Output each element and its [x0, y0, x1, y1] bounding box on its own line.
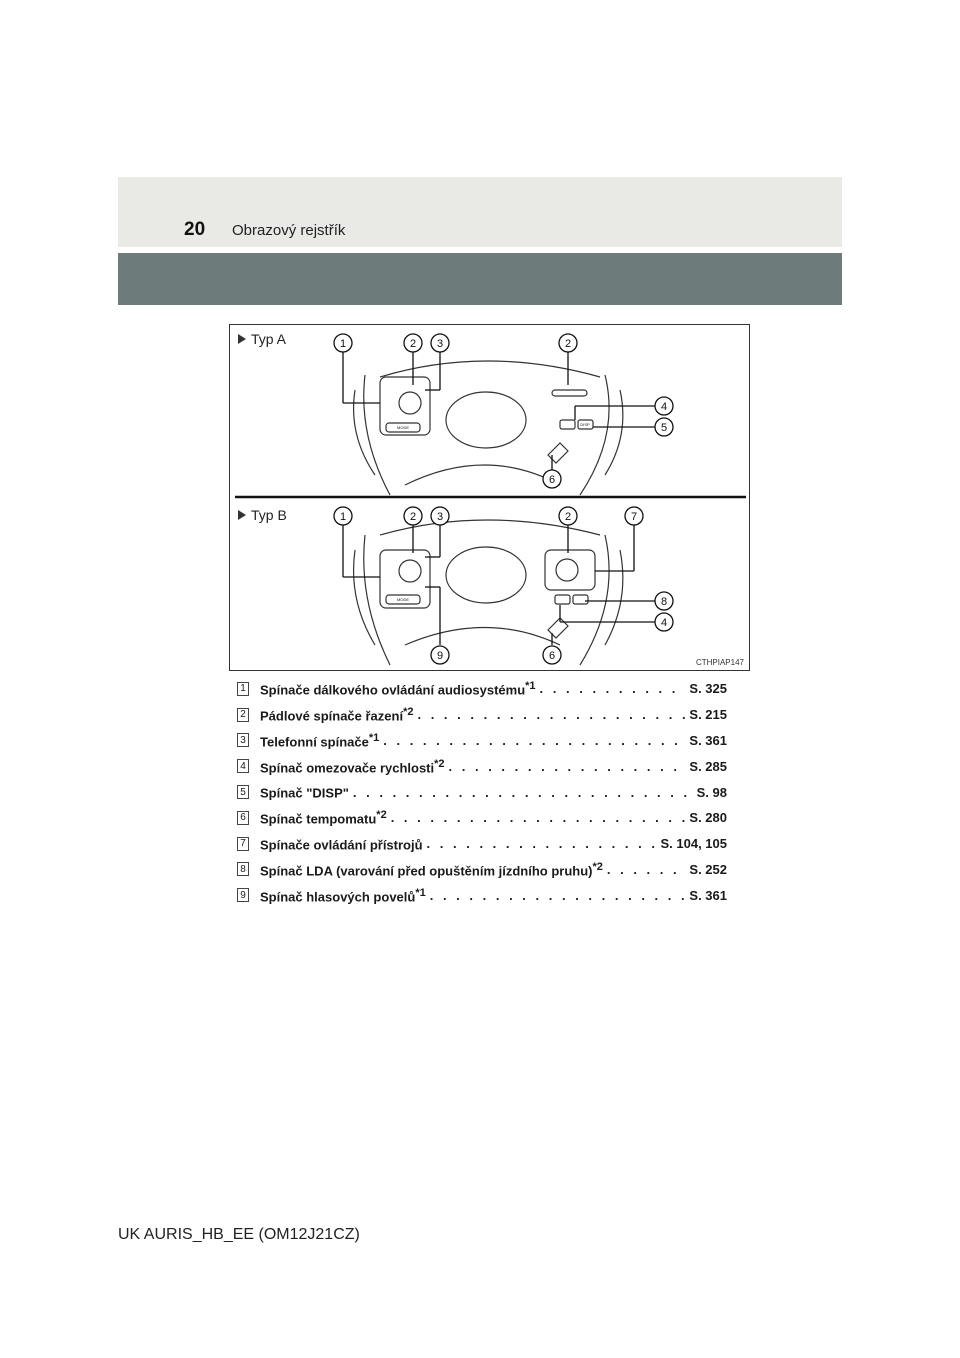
callout-b-4: 4 — [660, 617, 668, 629]
steering-wheel-illustration — [230, 325, 751, 672]
item-number: 5 — [237, 785, 249, 799]
callout-b-6: 6 — [548, 650, 556, 662]
footnote-mark: *1 — [525, 680, 536, 693]
page-number: 20 — [184, 219, 206, 240]
list-item — [237, 728, 727, 754]
callout-b-8: 8 — [660, 596, 668, 608]
footnote-mark: *1 — [415, 886, 426, 899]
item-page-ref[interactable]: S. 280 — [689, 810, 727, 826]
item-label: Telefonní spínače$^{*1}$ — [260, 731, 380, 750]
mode-button-label-b: MODE — [397, 597, 409, 602]
item-number: 7 — [237, 837, 249, 851]
callout-a-3: 3 — [436, 338, 444, 350]
dot-leader — [449, 759, 686, 774]
item-label: Spínač LDA (varování před opuštěním jízdního pruhu)$^{*2}$ — [260, 860, 603, 879]
footnote-mark: *2 — [403, 706, 414, 719]
dot-leader — [427, 836, 657, 851]
item-number: 6 — [237, 811, 249, 825]
callout-b-7: 7 — [630, 511, 638, 523]
callout-a-1: 1 — [339, 338, 347, 350]
item-number: 4 — [237, 759, 249, 773]
triangle-marker-icon — [238, 334, 246, 344]
figure-code: CTHPIAP147 — [695, 658, 744, 667]
mode-button-label-a: MODE — [397, 425, 409, 430]
item-number: 8 — [237, 862, 249, 876]
item-label: Spínač omezovače rychlosti$^{*2}$ — [260, 757, 445, 775]
variant-label-a: Typ A — [238, 331, 286, 347]
footnote-mark: *1 — [368, 731, 380, 744]
list-item — [237, 805, 727, 831]
footnote-mark: *2 — [376, 809, 387, 822]
item-number: 1 — [237, 682, 249, 696]
item-page-ref[interactable]: S. 361 — [689, 887, 727, 903]
triangle-marker-icon — [238, 510, 246, 520]
item-number: 9 — [237, 888, 249, 902]
item-page-ref[interactable]: S. 325 — [689, 681, 727, 697]
item-label: Spínač tempomatu$^{*2}$ — [260, 809, 387, 827]
list-item — [237, 831, 727, 857]
item-page-ref[interactable]: S. 252 — [689, 861, 727, 877]
item-label: Spínač hlasových povelů$^{*1}$ — [260, 886, 426, 904]
dot-leader — [540, 681, 686, 696]
dot-leader — [417, 707, 685, 722]
dot-leader — [383, 733, 685, 748]
footnote-mark: *2 — [434, 757, 445, 770]
steering-wheel-figure — [229, 324, 750, 671]
list-item — [237, 676, 727, 702]
callout-b-9: 9 — [436, 650, 444, 662]
footnote-mark: *2 — [592, 860, 603, 873]
callout-a-2b: 2 — [564, 338, 572, 350]
item-page-ref[interactable]: S. 104, 105 — [660, 836, 727, 852]
component-list — [237, 676, 727, 908]
callout-b-2b: 2 — [564, 511, 572, 523]
callout-b-2: 2 — [409, 511, 417, 523]
list-item — [237, 753, 727, 779]
list-item — [237, 882, 727, 908]
callout-b-3: 3 — [436, 511, 444, 523]
list-item — [237, 779, 727, 805]
footer-model-code: UK AURIS_HB_EE (OM12J21CZ) — [118, 1226, 360, 1243]
variant-label-b: Typ B — [238, 507, 287, 523]
callout-a-2: 2 — [409, 338, 417, 350]
dot-leader — [430, 888, 686, 903]
item-page-ref[interactable]: S. 215 — [689, 707, 727, 723]
header-band — [118, 177, 842, 247]
page-title: Obrazový rejstřík — [232, 222, 346, 239]
callout-a-4: 4 — [660, 401, 668, 413]
header-bar — [118, 253, 842, 305]
callout-a-5: 5 — [660, 422, 668, 434]
callout-b-1: 1 — [339, 511, 347, 523]
item-label: Spínače dálkového ovládání audiosystému$^{*1}$ — [260, 680, 536, 698]
disp-button-label-a: DISP — [580, 422, 590, 427]
dot-leader — [391, 810, 686, 825]
item-number: 3 — [237, 733, 249, 747]
callout-a-6: 6 — [548, 474, 556, 486]
item-label: Spínače ovládání přístrojů — [260, 837, 423, 853]
list-item — [237, 857, 727, 883]
item-label: Spínač "DISP" — [260, 785, 349, 801]
item-page-ref[interactable]: S. 285 — [689, 758, 727, 774]
item-page-ref[interactable]: S. 361 — [689, 732, 727, 748]
dot-leader — [607, 862, 686, 877]
list-item — [237, 702, 727, 728]
item-page-ref[interactable]: S. 98 — [696, 784, 727, 800]
item-label: Pádlové spínače řazení$^{*2}$ — [260, 706, 414, 724]
dot-leader — [353, 785, 693, 800]
item-number: 2 — [237, 708, 249, 722]
